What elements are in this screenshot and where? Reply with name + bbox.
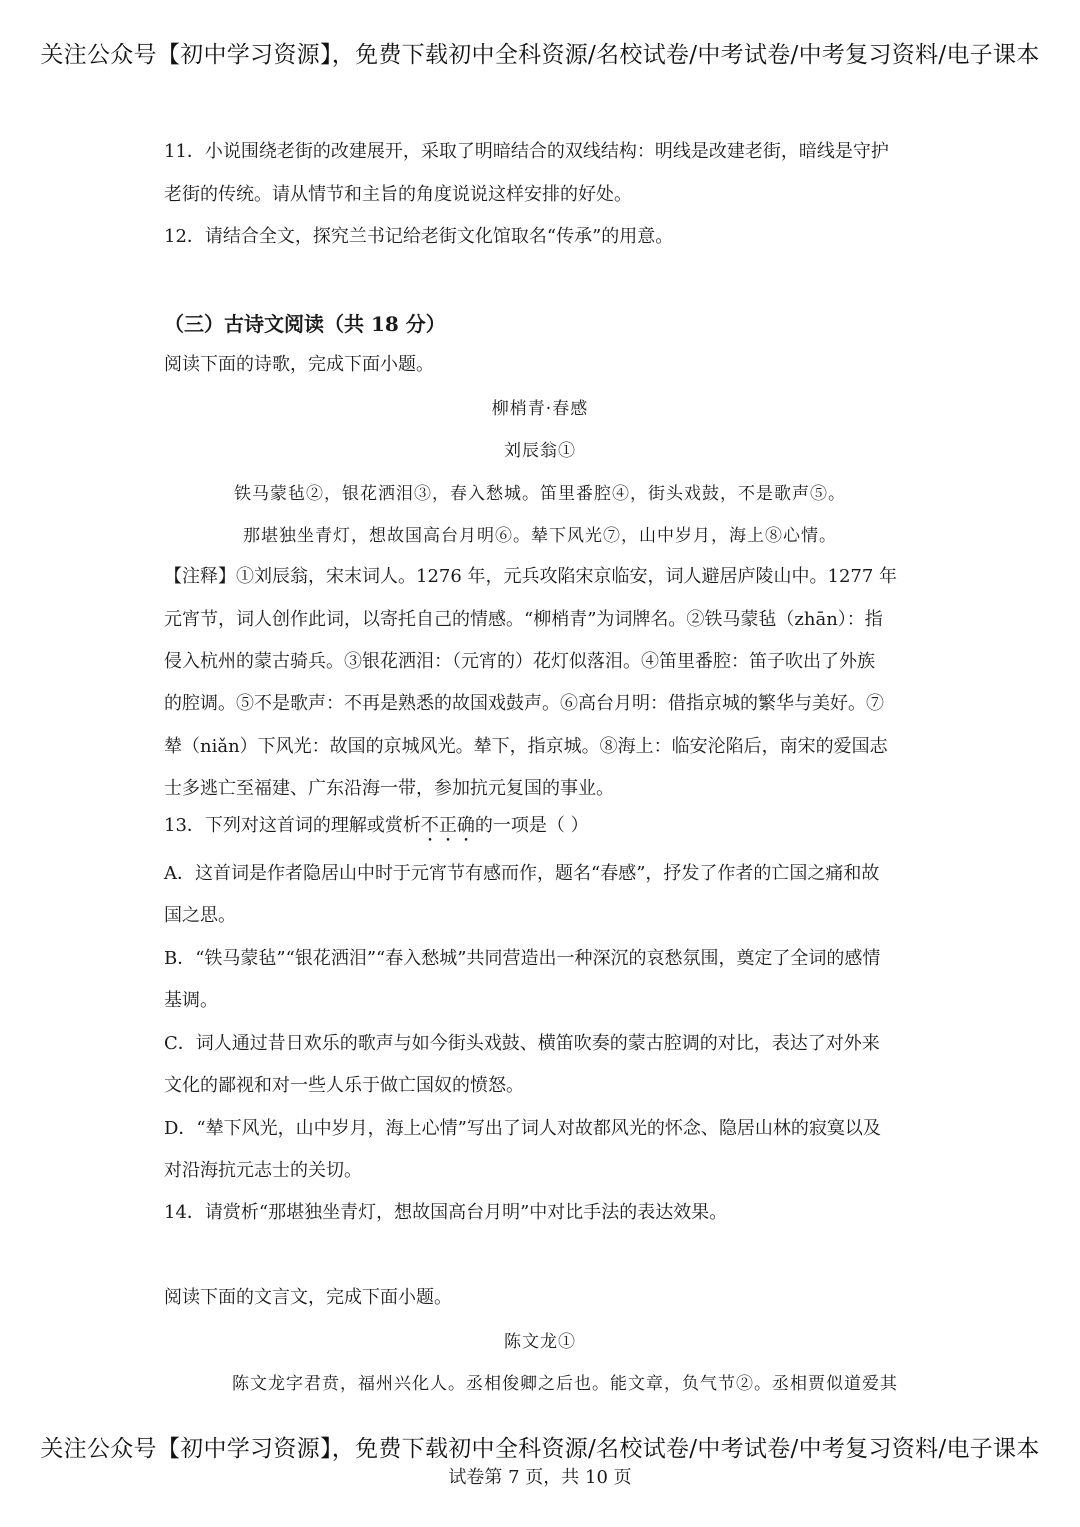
q13-option-a-line2: 国之思。 xyxy=(164,905,236,926)
classical-intro: 阅读下面的文言文，完成下面小题。 xyxy=(164,1287,452,1308)
poem-title: 柳梢青·春感 xyxy=(491,399,589,419)
q13-stem-after: 的一项是（ ） xyxy=(474,815,589,836)
section-intro: 阅读下面的诗歌，完成下面小题。 xyxy=(164,354,434,375)
q13-option-d-line2: 对沿海抗元志士的关切。 xyxy=(164,1160,362,1181)
q13-option-b-line2: 基调。 xyxy=(164,990,218,1011)
note-line-3: 侵入杭州的蒙古骑兵。③银花洒泪：（元宵的）花灯似落泪。④笛里番腔：笛子吹出了外族 xyxy=(164,651,875,672)
section-heading: （三）古诗文阅读（共 18 分） xyxy=(164,312,446,336)
q13-stem-emphasis: 不正确 xyxy=(420,815,475,836)
note-line-6: 士多逃亡至福建、广东沿海一带，参加抗元复国的事业。 xyxy=(164,778,614,799)
q12: 12．请结合全文，探究兰书记给老街文化馆取名“传承”的用意。 xyxy=(164,226,674,247)
header-banner: 关注公众号【初中学习资源】，免费下载初中全科资源/名校试卷/中考试卷/中考复习资料/电子课本 xyxy=(40,42,1040,68)
footer-banner: 关注公众号【初中学习资源】，免费下载初中全科资源/名校试卷/中考试卷/中考复习资料/电子课本 xyxy=(40,1436,1040,1462)
classical-line-1: 陈文龙字君贲，福州兴化人。丞相俊卿之后也。能文章，负气节②。丞相贾似道爱其 xyxy=(232,1374,898,1394)
q11-line2: 老街的传统。请从情节和主旨的角度说说这样安排的好处。 xyxy=(164,184,632,205)
page-number: 试卷第 7 页，共 10 页 xyxy=(448,1467,632,1488)
q13-stem-before: 13．下列对这首词的理解或赏析 xyxy=(164,815,421,836)
note-line-1: 【注释】①刘辰翁，宋末词人。1276 年，元兵攻陷宋京临安，词人避居庐陵山中。1277 年 xyxy=(164,566,898,587)
q13-option-b-line1: B．“铁马蒙毡”“银花洒泪”“春入愁城”共同营造出一种深沉的哀愁氛围，奠定了全词的感情 xyxy=(164,948,881,969)
poem-line-2: 那堪独坐青灯，想故国高台月明⑥。辇下风光⑦，山中岁月，海上⑧心情。 xyxy=(243,526,837,546)
q13-option-c-line2: 文化的鄙视和对一些人乐于做亡国奴的愤怒。 xyxy=(164,1075,524,1096)
poem-line-1: 铁马蒙毡②，银花洒泪③，春入愁城。笛里番腔④，街头戏鼓，不是歌声⑤。 xyxy=(234,484,846,504)
q13-option-d-line1: D．“辇下风光，山中岁月，海上心情”写出了词人对故都风光的怀念、隐居山林的寂寞以及 xyxy=(164,1118,881,1139)
classical-title: 陈文龙① xyxy=(504,1332,576,1352)
note-line-5: 辇（niǎn）下风光：故国的京城风光。辇下，指京城。⑧海上：临安沦陷后，南宋的爱国志 xyxy=(164,736,888,757)
q13-option-a-line1: A．这首词是作者隐居山中时于元宵节有感而作，题名“春感”，抒发了作者的亡国之痛和故 xyxy=(164,863,880,884)
q14: 14．请赏析“那堪独坐青灯，想故国高台月明”中对比手法的表达效果。 xyxy=(164,1202,728,1223)
q13-option-c-line1: C．词人通过昔日欢乐的歌声与如今街头戏鼓、横笛吹奏的蒙古腔调的对比，表达了对外来 xyxy=(164,1033,880,1054)
q11-line1: 11．小说围绕老街的改建展开，采取了明暗结合的双线结构：明线是改建老街，暗线是守护 xyxy=(164,141,889,162)
poem-author: 刘辰翁① xyxy=(504,441,576,461)
note-line-2: 元宵节，词人创作此词，以寄托自己的情感。“柳梢青”为词牌名。②铁马蒙毡（zhān）：指 xyxy=(164,609,883,630)
q13-stem xyxy=(164,812,589,846)
note-line-4: 的腔调。⑤不是歌声：不再是熟悉的故国戏鼓声。⑥高台月明：借指京城的繁华与美好。⑦ xyxy=(164,693,884,714)
